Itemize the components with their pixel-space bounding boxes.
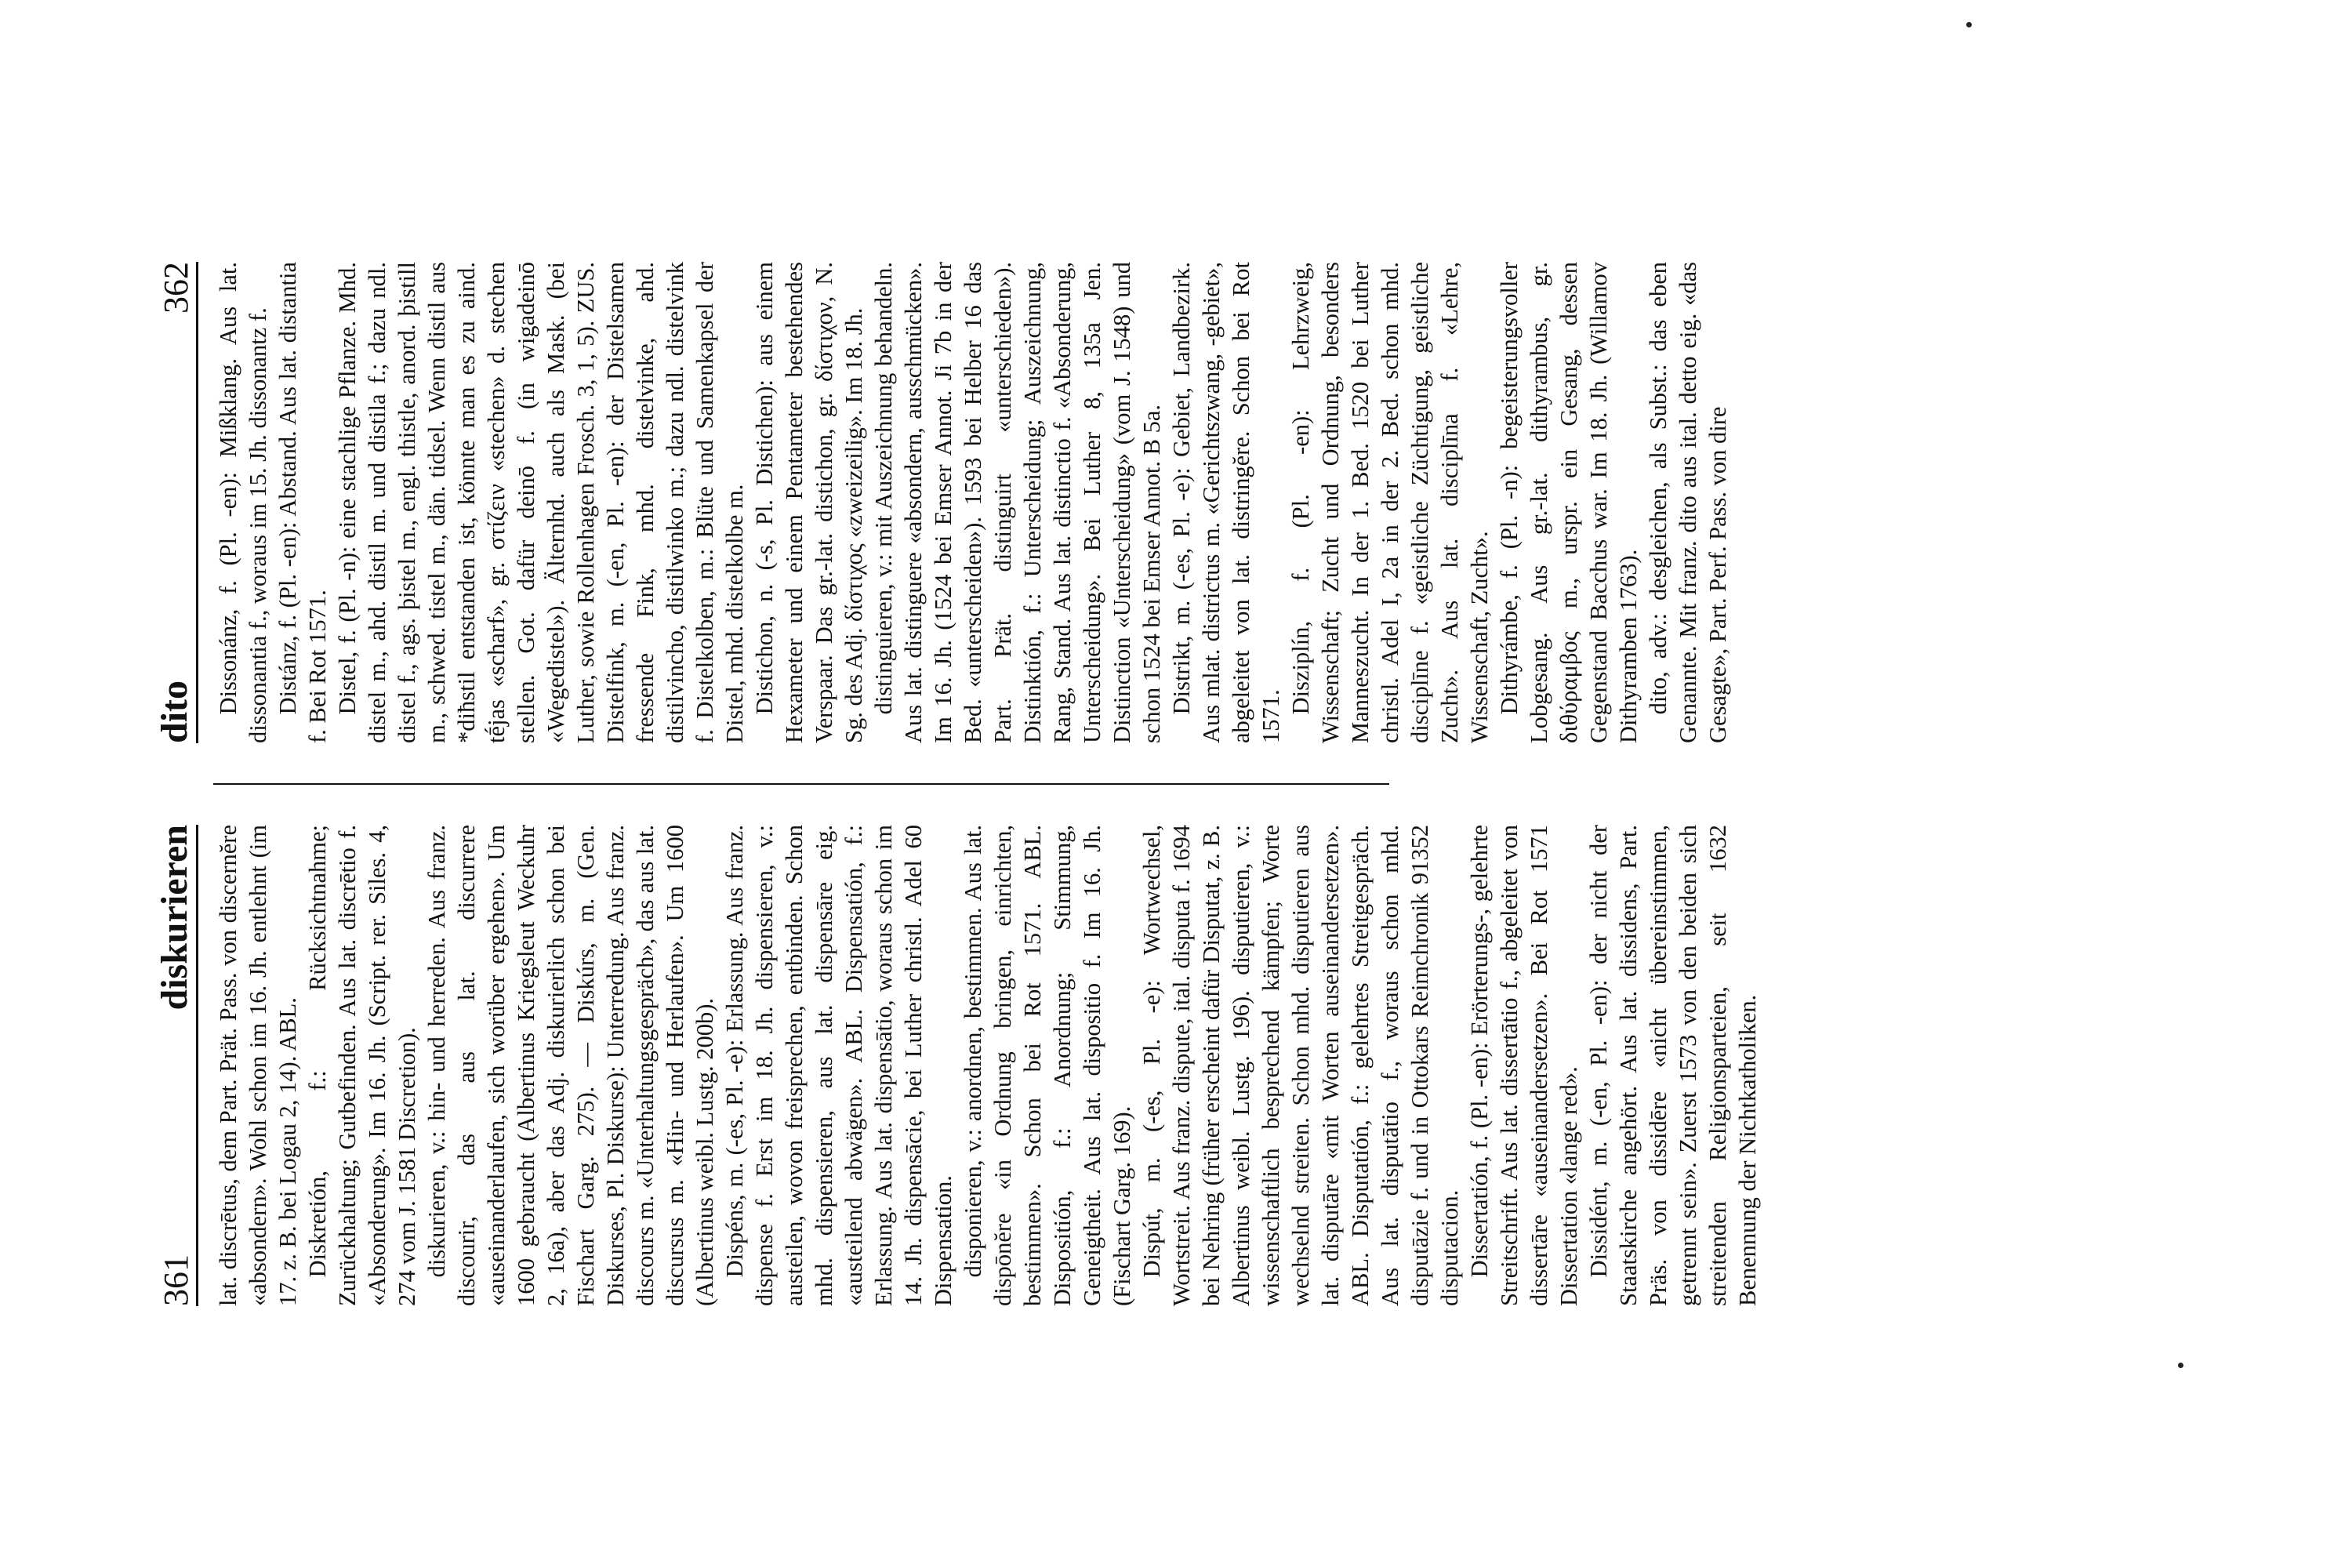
entry-paragraph: Dissertatión, f. (Pl. -en): Erörterungs-, gelehrte Streitschrift. Aus lat. dissertātio f., abgeleitet von dissertāre «auseinandersetzen». Bei Rot 1571 Dissertation «lange red». xyxy=(1466,825,1582,1306)
left-page xyxy=(0,784,2352,1568)
entry-paragraph: Dissonánz, f. (Pl. -en): Mißklang. Aus lat. dissonantia f., woraus im 15. Jh. dissonantz f. xyxy=(215,262,271,743)
entry-paragraph: Distánz, f. (Pl. -en): Abstand. Aus lat. distantia f. Bei Rot 1571. xyxy=(274,262,331,743)
entry-paragraph: dito, adv.: desgleichen, als Subst.: das eben Genannte. Mit franz. dito aus ital. detto eig. «das Gesagte», Part. Perf. Pass. von dire xyxy=(1645,262,1731,743)
entry-paragraph: diskurieren, v.: hin- und herreden. Aus franz. discourir, das aus lat. discurrere «auseinanderlaufen, sich worüber ergehen». Um 1600 gebraucht (Albertinus Kriegsleut Weckuhr 2, 16a), aber das Adj. diskurierlich schon bei Fischart Garg. 275). — Diskúrs, m. (Gen. Diskurses, Pl. Diskurse): Unterredung. Aus franz. discours m. «Unterhaltungsgespräch», das aus lat. discursus m. «Hin- und Herlaufen». Um 1600 (Albertinus weibl. Lustg. 200b). xyxy=(423,825,718,1306)
entry-paragraph: Disziplín, f. (Pl. -en): Lehrzweig, Wissenschaft; Zucht und Ordnung, besonders Manneszucht. In der 1. Bed. 1520 bei Luther christl. Adel I, 2a in der 2. Bed. schon mhd. disciplīne f. «geistliche Züchtigung, geistliche Zucht». Aus lat. disciplīna f. «Lehre, Wissenschaft, Zucht». xyxy=(1287,262,1493,743)
left-running-head xyxy=(141,825,198,1306)
entry-paragraph: Dispéns, m. (-es, Pl. -e): Erlassung. Aus franz. dispense f. Erst im 18. Jh. dispensieren, v.: austeilen, wovon freisprechen, entbinden. Schon mhd. dispensieren, aus lat. dispensāre eig. «austeilend abwägen». ABL. Dispensatión, f.: Erlassung. Aus lat. dispensātio, woraus schon im 14. Jh. dispensācie, bei Luther christl. Adel 60 Dispensation. xyxy=(721,825,956,1306)
scan-speck xyxy=(2178,1363,2183,1368)
entry-paragraph: Distel, f. (Pl. -n): eine stachlige Pflanze. Mhd. distel m., ahd. distil m. und distila f.; dazu ndl. distel f., ags. þistel m., engl. thistle, anord. þistill m., schwed. tistel m., dän. tidsel. Wenn distil aus *diħstil entstanden ist, könnte man es zu aind. tḗjas «scharf», gr. στίζειν «stechen» d. stechen stellen. Got. dafür deinō f. (in wigadeinō «Wegedistel»). Älternhd. auch als Mask. (bei Luther, sowie Rollenhagen Frosch. 3, 1, 5). ZUS. Distelfink, m. (-en, Pl. -en): der Distelsamen fressende Fink, mhd. distelvinke, ahd. distilvincho, distilwinko m.; dazu ndl. distelvink f. Distelkolben, m.: Blüte und Samenkapsel der Distel, mhd. distelkolbe m. xyxy=(334,262,748,743)
right-running-head xyxy=(141,262,198,743)
entry-paragraph: lat. discrētus, dem Part. Prät. Pass. von discernĕre «absondern». Wohl schon im 16. Jh. entlehnt (im 17. z. B. bei Logau 2, 14). ABL. xyxy=(215,825,301,1306)
scan-speck xyxy=(1966,22,1972,27)
right-headword: dito xyxy=(154,680,195,743)
entry-paragraph: Distichon, n. (-s, Pl. Distichen): aus einem Hexameter und einem Pentameter bestehendes Verspaar. Das gr.-lat. distichon, gr. δίστιχον, N. Sg. des Adj. δίστιχος «zweizeilig». Im 18. Jh. xyxy=(751,262,867,743)
right-page-number: 362 xyxy=(157,262,195,314)
left-page-number: 361 xyxy=(157,1254,195,1306)
entry-paragraph: Diskretión, f.: Rücksichtnahme; Zurückhaltung; Gutbefinden. Aus lat. discrētio f. «Absonderung». Im 16. Jh. (Script. rer. Siles. 4, 274 vom J. 1581 Discretion). xyxy=(304,825,420,1306)
left-headword: diskurieren xyxy=(154,825,195,1011)
entry-paragraph: disponieren, v.: anordnen, bestimmen. Aus lat. dispōnĕre «in Ordnung bringen, einrichten, bestimmen». Schon bei Rot 1571. ABL. Dispositión, f.: Anordnung; Stimmung, Geneigtheit. Aus lat. dispositio f. Im 16. Jh. (Fischart Garg. 169). xyxy=(960,825,1135,1306)
entry-paragraph: Dithyrámbe, f. (Pl. -n): begeisterungsvoller Lobgesang. Aus gr.-lat. dithyrambus, gr. διθύραμβος m., urspr. ein Gesang, dessen Gegenstand Bacchus war. Im 18. Jh. (Willamov Dithyramben 1763). xyxy=(1496,262,1642,743)
entry-paragraph: Distrikt, m. (-es, Pl. -e): Gebiet, Landbezirk. Aus mlat. districtus m. «Gerichtszwang, -gebiet», abgeleitet von lat. distringĕre. Schon bei Rot 1571. xyxy=(1168,262,1284,743)
entry-paragraph: Dispút, m. (-es, Pl. -e): Wortwechsel, Wortstreit. Aus franz. dispute, ital. disputa f. 1694 bei Nehring (früher erscheint dafür Disputat, z. B. Albertinus weibl. Lustg. 196). disputieren, v.: wissenschaftlich besprechend kämpfen; Worte wechselnd streiten. Schon mhd. disputieren aus lat. disputāre «mit Worten auseinandersetzen». ABL. Disputatión, f.: gelehrtes Streitgespräch. Aus lat. disputātio f., woraus schon mhd. disputāzie f. und in Ottokars Reimchronik 91352 disputacion. xyxy=(1138,825,1463,1306)
entry-paragraph: distinguieren, v.: mit Auszeichnung behandeln. Aus lat. distinguere «absondern, ausschmücken». Im 16. Jh. (1524 bei Emser Annot. Ji 7b in der Bed. «unterscheiden»). 1593 bei Helber 16 das Part. Prät. distinguirt «unterschieden»). Distinktión, f.: Unterscheidung; Auszeichnung, Rang, Stand. Aus lat. distinctio f. «Absonderung, Unterscheidung». Bei Luther 8, 135a Jen. Distinction «Unterscheidung» (vom J. 1548) und schon 1524 bei Emser Annot. B 5a. xyxy=(870,262,1165,743)
right-text-column xyxy=(213,262,1731,743)
left-text-column xyxy=(213,825,1761,1306)
entry-paragraph: Dissidént, m. (-en, Pl. -en): der nicht der Staatskirche angehört. Aus lat. dissidens, Part. Präs. von dissidēre «nicht übereinstimmen, getrennt sein». Zuerst 1573 von den beiden sich streitenden Religionsparteien, seit 1632 Benennung der Nichtkatholiken. xyxy=(1585,825,1761,1306)
